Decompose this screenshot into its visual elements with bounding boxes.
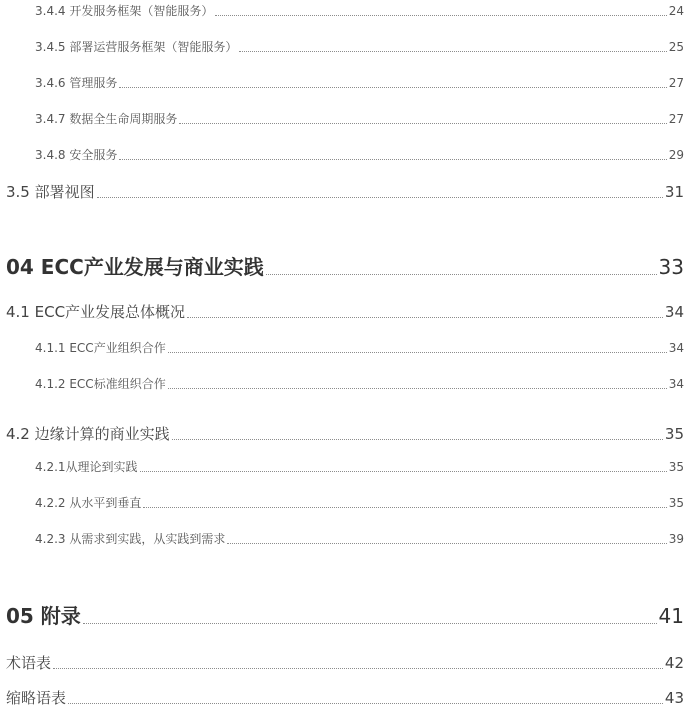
toc-entry-page: 25 [668,40,684,54]
toc-entry-label: 4.1 ECC产业发展总体概况 [6,303,186,321]
toc-entry-page: 34 [668,377,684,391]
toc-entry-4-1-2[interactable] [35,376,684,392]
toc-entry-page: 31 [664,183,684,201]
toc-entry-4-1-1[interactable] [35,340,684,356]
toc-entry-4-2[interactable] [6,424,684,444]
toc-chapter-page: 41 [658,604,684,628]
toc-chapter-label: 05 附录 [6,604,81,628]
toc-entry-page: 27 [668,112,684,126]
toc-entry-label: 4.2.2 从水平到垂直 [35,496,142,510]
toc-entry-page: 43 [664,689,684,707]
toc-entry-page: 24 [668,4,684,18]
dot-leader [266,274,657,275]
dot-leader [119,87,666,88]
toc-entry-3-4-5[interactable] [35,39,684,55]
toc-entry-label: 缩略语表 [6,689,67,707]
toc-entry-page: 35 [664,425,684,443]
toc-entry-label: 4.1.2 ECC标准组织合作 [35,377,166,391]
toc-entry-label: 术语表 [6,654,52,672]
toc-chapter-label: 04 ECC产业发展与商业实践 [6,255,264,279]
toc-entry-4-2-2[interactable] [35,495,684,511]
dot-leader [168,352,667,353]
toc-chapter-05[interactable] [6,603,684,629]
toc-entry-glossary[interactable] [6,653,684,673]
toc-entry-page: 35 [668,460,684,474]
toc-entry-3-4-8[interactable] [35,147,684,163]
toc-entry-label: 3.4.7 数据全生命周期服务 [35,112,178,126]
toc-chapter-page: 33 [658,255,684,279]
dot-leader [97,197,663,198]
dot-leader [83,623,657,624]
toc-entry-page: 42 [664,654,684,672]
toc-chapter-04[interactable] [6,254,684,280]
toc-entry-page: 27 [668,76,684,90]
toc-entry-page: 34 [668,341,684,355]
toc-entry-page: 39 [668,532,684,546]
toc-entry-label: 4.2 边缘计算的商业实践 [6,425,170,443]
dot-leader [172,439,663,440]
dot-leader [143,507,666,508]
toc-entry-abbreviations[interactable] [6,688,684,708]
toc-entry-3-4-7[interactable] [35,111,684,127]
toc-entry-label: 3.4.5 部署运营服务框架（智能服务） [35,40,238,54]
dot-leader [239,51,666,52]
toc-entry-4-2-3[interactable] [35,531,684,547]
toc-entry-4-1[interactable] [6,302,684,322]
dot-leader [168,388,667,389]
dot-leader [119,159,666,160]
toc-entry-label: 4.2.3 从需求到实践，从实践到需求 [35,532,226,546]
toc-entry-label: 3.5 部署视图 [6,183,95,201]
toc-entry-page: 34 [664,303,684,321]
dot-leader [179,123,666,124]
toc-entry-label: 4.2.1从理论到实践 [35,460,138,474]
dot-leader [215,15,666,16]
dot-leader [187,317,663,318]
toc-entry-3-5[interactable] [6,182,684,202]
dot-leader [140,471,667,472]
toc-entry-page: 29 [668,148,684,162]
toc-entry-4-2-1[interactable] [35,459,684,475]
dot-leader [68,703,663,704]
toc-entry-3-4-4[interactable] [35,3,684,19]
dot-leader [227,543,666,544]
toc-entry-label: 4.1.1 ECC产业组织合作 [35,341,166,355]
dot-leader [53,668,663,669]
toc-entry-3-4-6[interactable] [35,75,684,91]
toc-entry-label: 3.4.8 安全服务 [35,148,118,162]
toc-entry-label: 3.4.6 管理服务 [35,76,118,90]
toc-entry-page: 35 [668,496,684,510]
toc-entry-label: 3.4.4 开发服务框架（智能服务） [35,4,214,18]
